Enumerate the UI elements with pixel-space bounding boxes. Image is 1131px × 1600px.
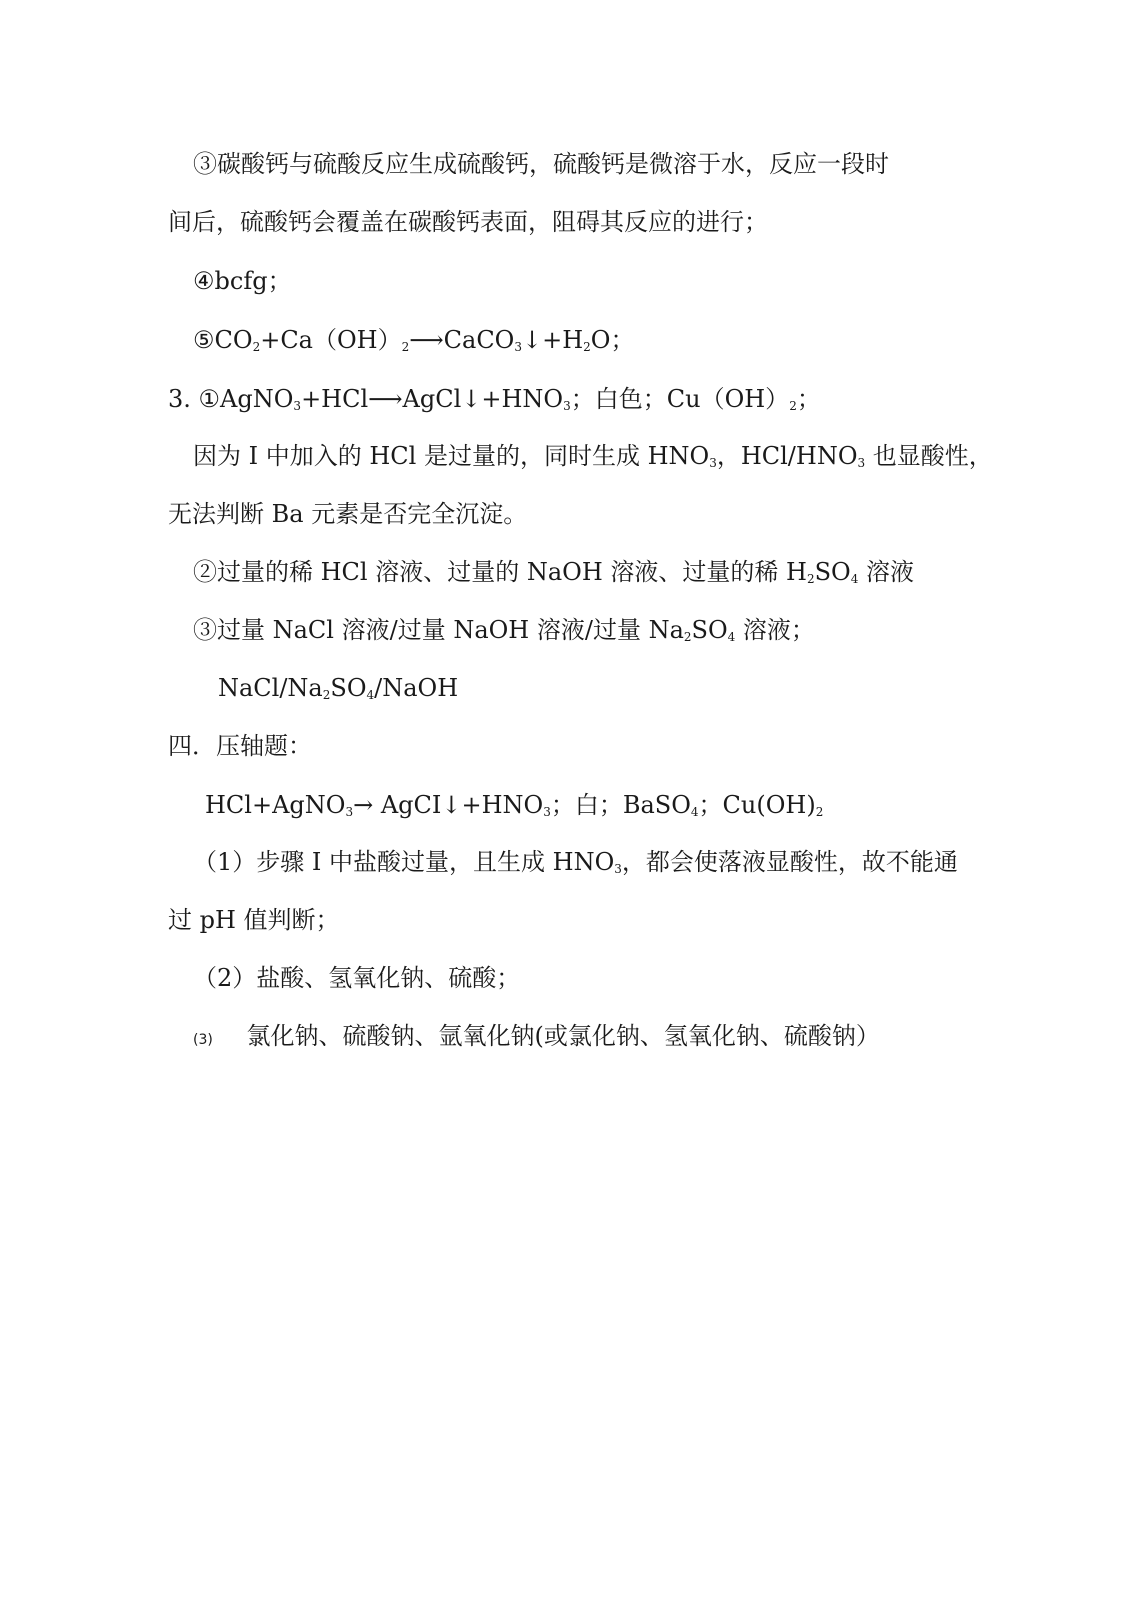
line-final-part3: (3) 氯化钠、硫酸钠、氩氧化钠(或氯化钠、氢氧化钠、硫酸钠） (193, 1022, 880, 1050)
line-question-3-reason-cont: 无法判断 Ba 元素是否完全沉淀。 (168, 500, 528, 528)
line-answer-3-part1: ③碳酸钙与硫酸反应生成硫酸钙，硫酸钙是微溶于水，反应一段时 (193, 150, 889, 178)
line-final-part1-cont: 过 pH 值判断； (168, 906, 340, 934)
line-final-part2: （2）盐酸、氢氧化钠、硫酸； (193, 964, 521, 992)
line-answer-5-equation: $⑤CO_2+Ca(OH)_2⟶CaCO_3↓+H_2O$； (193, 326, 635, 354)
line-question-3-equation: 3. $①AgNO_3+HCl⟶AgCl↓+HNO_3$；白色；$Cu(OH)_2$； (168, 385, 821, 413)
section-heading-final-question: 四．压轴题： (168, 732, 312, 760)
line-final-part1: （1）步骤 I 中盐酸过量，且生成 $HNO_3$，都会使落液显酸性，故不能通 (193, 848, 958, 876)
line-answer-4: ④bcfg； (193, 267, 292, 295)
line-question-3-part2: ②过量的稀 HCl 溶液、过量的 NaOH 溶液、过量的稀 $H_2SO_4$ 溶液 (193, 558, 915, 586)
line-question-3-part3: ③过量 NaCl 溶液/过量 NaOH 溶液/过量 $Na_2SO_4$ 溶液； (193, 616, 815, 644)
line-answer-3-part2: 间后，硫酸钙会覆盖在碳酸钙表面，阻碍其反应的进行； (168, 208, 768, 236)
line-question-3-part3-answer: NaCl/$Na_2SO_4$/NaOH (218, 674, 459, 702)
item-number: (3) (193, 1032, 213, 1048)
line-question-3-reason: 因为 I 中加入的 HCl 是过量的，同时生成 $HNO_3$，HCl/$HNO_3$ 也显酸性， (193, 442, 993, 470)
line-final-equation: HCl+AgNO$_3$→ $AgCI↓+HNO_3$；白；BaSO$_4$；$Cu(OH)_2$ (205, 791, 824, 819)
